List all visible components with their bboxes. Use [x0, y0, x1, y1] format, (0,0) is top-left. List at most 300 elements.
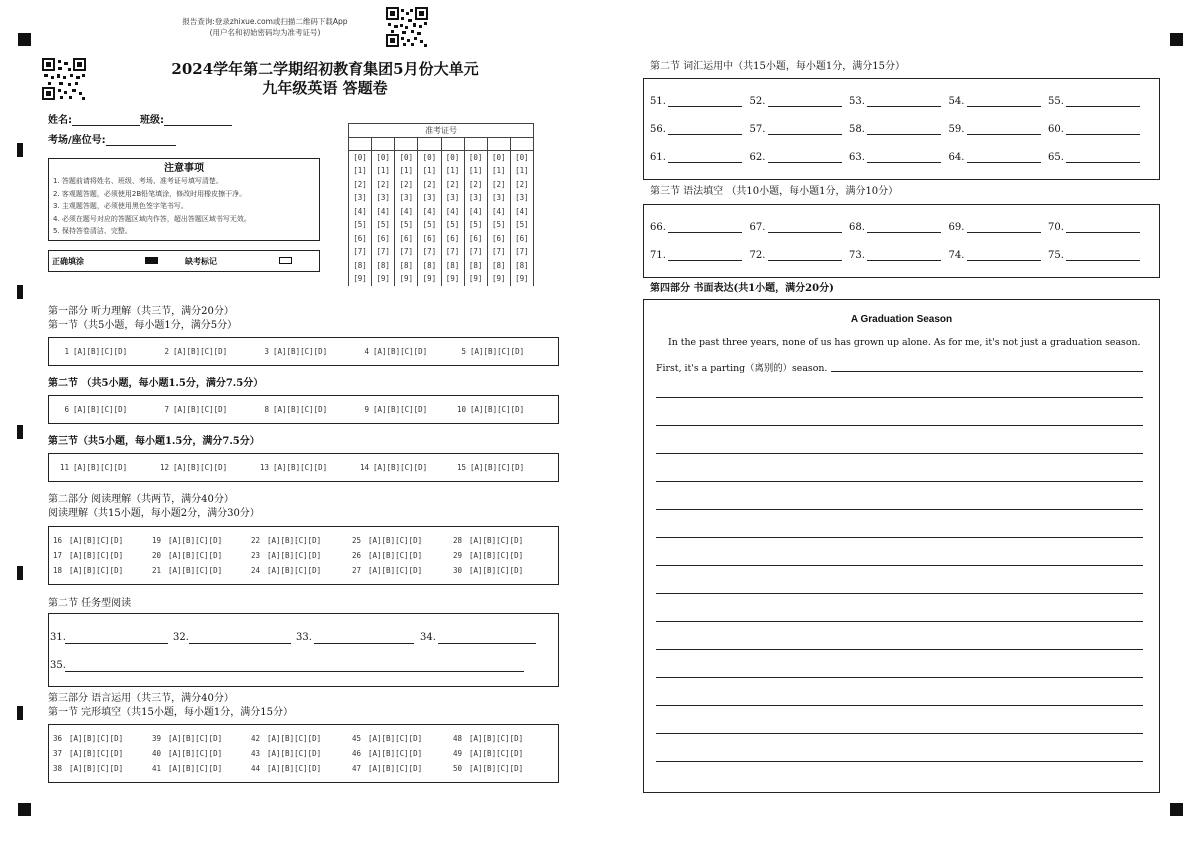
question-number: 69. — [948, 222, 965, 233]
exam-id-bubble[interactable]: [8] — [395, 259, 418, 273]
exam-id-bubble[interactable]: [8] — [441, 259, 464, 273]
class-label: 班级: — [140, 115, 164, 126]
mc-question[interactable] — [53, 749, 123, 758]
mc-question[interactable] — [157, 347, 227, 356]
question-number: 8 — [264, 405, 269, 414]
answer-options[interactable]: [A][B][C][D] — [73, 405, 128, 414]
exam-id-bubble[interactable]: [4] — [464, 205, 487, 219]
essay-writing-line[interactable] — [656, 761, 1143, 762]
q33-field[interactable] — [314, 632, 414, 644]
q32-field[interactable] — [189, 632, 291, 644]
question-number: 18 — [53, 566, 63, 575]
part1-s3-title: 第三节（共5小题，每小题1.5分，满分7.5分） — [48, 436, 260, 447]
exam-id-bubble[interactable]: [1] — [418, 164, 441, 178]
exam-id-bubble[interactable]: [2] — [372, 178, 395, 192]
essay-box — [643, 299, 1160, 793]
mc-question[interactable] — [352, 734, 422, 743]
question-number: 47 — [352, 764, 362, 773]
mc-question[interactable] — [57, 405, 127, 414]
question-number: 28 — [453, 536, 463, 545]
exam-id-bubble[interactable]: [9] — [372, 272, 395, 286]
answer-blank[interactable] — [768, 152, 842, 163]
exam-id-bubble[interactable]: [7] — [395, 245, 418, 259]
answer-options[interactable]: [A][B][C][D] — [368, 566, 423, 575]
question-number: 44 — [251, 764, 261, 773]
exam-id-bubble[interactable]: [4] — [372, 205, 395, 219]
exam-id-bubble[interactable]: [6] — [372, 232, 395, 246]
question-number: 66. — [650, 222, 666, 233]
mc-question[interactable] — [152, 764, 222, 773]
exam-id-bubble[interactable]: [5] — [487, 218, 510, 232]
answer-blank[interactable] — [668, 250, 742, 261]
question-number: 23 — [251, 551, 261, 560]
question-number: 13 — [259, 463, 269, 472]
answer-options[interactable]: [A][B][C][D] — [267, 749, 322, 758]
exam-id-bubble[interactable]: [8] — [418, 259, 441, 273]
q35-label: 35. — [50, 660, 66, 671]
exam-id-bubble[interactable]: [5] — [349, 218, 372, 232]
notice-list — [53, 175, 315, 238]
fill-label: 正确填涂 — [52, 257, 84, 266]
mc-question[interactable] — [357, 463, 427, 472]
question-number: 29 — [453, 551, 463, 560]
question-number: 22 — [251, 536, 261, 545]
mc-question[interactable] — [157, 405, 227, 414]
absent-label: 缺考标记 — [185, 257, 217, 266]
question-number: 2 — [164, 347, 169, 356]
question-number: 73. — [849, 250, 865, 261]
mc-question[interactable] — [453, 749, 523, 758]
answer-options[interactable]: [A][B][C][D] — [69, 551, 124, 560]
mc-question[interactable] — [53, 734, 123, 743]
essay-writing-line[interactable] — [656, 733, 1143, 734]
exam-id-bubble[interactable]: [3] — [349, 191, 372, 205]
answer-options[interactable]: [A][B][C][D] — [368, 749, 423, 758]
mc-question[interactable] — [157, 463, 227, 472]
answer-options[interactable]: [A][B][C][D] — [273, 463, 328, 472]
essay-writing-line[interactable] — [656, 565, 1143, 566]
answer-blank[interactable] — [867, 124, 941, 135]
exam-id-bubble[interactable]: [1] — [487, 164, 510, 178]
answer-blank[interactable] — [1066, 124, 1140, 135]
absent-checkbox[interactable] — [279, 257, 292, 264]
exam-id-bubble[interactable]: [6] — [487, 232, 510, 246]
exam-id-bubble[interactable]: [3] — [372, 191, 395, 205]
answer-options[interactable]: [A][B][C][D] — [469, 734, 524, 743]
answer-options[interactable]: [A][B][C][D] — [469, 536, 524, 545]
answer-options[interactable]: [A][B][C][D] — [168, 536, 223, 545]
seat-field[interactable] — [106, 134, 176, 146]
exam-id-bubble[interactable]: [0] — [395, 151, 418, 165]
exam-id-bubble[interactable]: [6] — [464, 232, 487, 246]
seat-row — [48, 131, 176, 146]
mc-question[interactable] — [152, 536, 222, 545]
answer-blank[interactable] — [967, 152, 1041, 163]
corner-mark-tr — [1170, 33, 1183, 46]
answer-options[interactable]: [A][B][C][D] — [168, 764, 223, 773]
exam-id-bubble[interactable]: [3] — [418, 191, 441, 205]
answer-options[interactable]: [A][B][C][D] — [273, 405, 328, 414]
timing-mark — [17, 425, 23, 439]
question-number: 20 — [152, 551, 162, 560]
answer-blank[interactable] — [1066, 152, 1140, 163]
mc-question[interactable] — [251, 536, 321, 545]
question-number: 17 — [53, 551, 63, 560]
mc-question[interactable] — [453, 764, 523, 773]
exam-id-bubble[interactable]: [3] — [395, 191, 418, 205]
question-number: 64. — [948, 152, 965, 163]
mc-question[interactable] — [454, 405, 524, 414]
answer-blank[interactable] — [768, 222, 842, 233]
exam-id-bubble[interactable]: [6] — [349, 232, 372, 246]
question-number: 49 — [453, 749, 463, 758]
mc-question[interactable] — [251, 764, 321, 773]
answer-options[interactable]: [A][B][C][D] — [69, 749, 124, 758]
essay-writing-line[interactable] — [656, 705, 1143, 706]
exam-id-bubble[interactable]: [7] — [349, 245, 372, 259]
question-number: 75. — [1048, 250, 1064, 261]
answer-blank[interactable] — [768, 250, 842, 261]
question-number: 68. — [849, 222, 865, 233]
exam-id-bubble[interactable]: [9] — [418, 272, 441, 286]
answer-options[interactable]: [A][B][C][D] — [368, 536, 423, 545]
listening-s3-box — [48, 453, 559, 482]
answer-options[interactable]: [A][B][C][D] — [267, 566, 322, 575]
answer-options[interactable]: [A][B][C][D] — [168, 551, 223, 560]
exam-id-bubble[interactable]: [7] — [372, 245, 395, 259]
q31-label: 31. — [50, 632, 66, 643]
exam-title-line2: 九年级英语 答题卷 — [262, 79, 388, 97]
mc-question[interactable] — [152, 551, 222, 560]
exam-id-bubble[interactable]: [4] — [349, 205, 372, 219]
exam-id-bubble[interactable]: [5] — [372, 218, 395, 232]
exam-id-bubble[interactable]: [0] — [487, 151, 510, 165]
mc-question[interactable] — [453, 536, 523, 545]
exam-id-bubble[interactable]: [9] — [464, 272, 487, 286]
answer-blank[interactable] — [967, 222, 1041, 233]
answer-options[interactable]: [A][B][C][D] — [69, 734, 124, 743]
exam-id-bubble[interactable]: [6] — [395, 232, 418, 246]
question-number: 19 — [152, 536, 162, 545]
answer-options[interactable]: [A][B][C][D] — [173, 405, 228, 414]
answer-options[interactable]: [A][B][C][D] — [73, 463, 128, 472]
mc-question[interactable] — [251, 566, 321, 575]
exam-id-bubble[interactable]: [5] — [510, 218, 533, 232]
exam-id-grid — [348, 123, 534, 286]
answer-options[interactable]: [A][B][C][D] — [469, 551, 524, 560]
answer-options[interactable]: [A][B][C][D] — [267, 551, 322, 560]
notice-item: 1. 答题前请将姓名、班级、考场、准考证号填写清楚。 — [53, 177, 223, 185]
q31-field[interactable] — [65, 632, 168, 644]
exam-id-bubble[interactable]: [0] — [349, 151, 372, 165]
exam-id-bubble[interactable]: [0] — [372, 151, 395, 165]
answer-options[interactable]: [A][B][C][D] — [373, 347, 428, 356]
answer-options[interactable]: [A][B][C][D] — [73, 347, 128, 356]
exam-id-entry-cell[interactable] — [441, 137, 464, 151]
mc-question[interactable] — [57, 463, 127, 472]
exam-id-bubble[interactable]: [6] — [418, 232, 441, 246]
question-number: 55. — [1048, 96, 1064, 107]
answer-options[interactable]: [A][B][C][D] — [267, 734, 322, 743]
mc-question[interactable] — [53, 566, 123, 575]
exam-id-bubble[interactable]: [3] — [487, 191, 510, 205]
exam-id-bubble[interactable]: [4] — [395, 205, 418, 219]
answer-options[interactable]: [A][B][C][D] — [267, 536, 322, 545]
exam-id-bubble[interactable]: [7] — [441, 245, 464, 259]
exam-id-bubble[interactable]: [2] — [487, 178, 510, 192]
exam-id-bubble[interactable]: [0] — [510, 151, 533, 165]
exam-id-bubble[interactable]: [1] — [464, 164, 487, 178]
answer-options[interactable]: [A][B][C][D] — [173, 463, 228, 472]
mc-question[interactable] — [257, 405, 327, 414]
mc-question[interactable] — [257, 463, 327, 472]
answer-blank[interactable] — [668, 152, 742, 163]
answer-blank[interactable] — [867, 96, 941, 107]
exam-id-bubble[interactable]: [5] — [464, 218, 487, 232]
answer-options[interactable]: [A][B][C][D] — [469, 566, 524, 575]
exam-id-bubble[interactable]: [9] — [395, 272, 418, 286]
exam-id-bubble[interactable]: [4] — [441, 205, 464, 219]
exam-id-bubble[interactable]: [8] — [349, 259, 372, 273]
exam-id-entry-cell[interactable] — [395, 137, 418, 151]
exam-id-bubble[interactable]: [8] — [487, 259, 510, 273]
mc-question[interactable] — [453, 551, 523, 560]
q34-field[interactable] — [438, 632, 536, 644]
essay-writing-line[interactable] — [656, 425, 1143, 426]
exam-id-bubble[interactable]: [0] — [441, 151, 464, 165]
question-number: 56. — [650, 124, 666, 135]
mc-question[interactable] — [352, 551, 422, 560]
mc-question[interactable] — [454, 347, 524, 356]
exam-id-entry-cell[interactable] — [464, 137, 487, 151]
answer-blank[interactable] — [967, 96, 1041, 107]
exam-id-bubble[interactable]: [2] — [510, 178, 533, 192]
notice-item: 2. 客观题答题，必须使用2B铅笔填涂，修改时用橡皮擦干净。 — [53, 189, 247, 198]
answer-blank[interactable] — [1066, 222, 1140, 233]
answer-blank[interactable] — [668, 124, 742, 135]
essay-writing-line[interactable] — [656, 593, 1143, 594]
mc-question[interactable] — [352, 749, 422, 758]
mc-question[interactable] — [357, 347, 427, 356]
question-number: 3 — [264, 347, 269, 356]
exam-id-entry-cell[interactable] — [510, 137, 533, 151]
answer-blank[interactable] — [967, 250, 1041, 261]
exam-id-bubble[interactable]: [9] — [487, 272, 510, 286]
mc-question[interactable] — [251, 551, 321, 560]
exam-id-bubble[interactable]: [2] — [418, 178, 441, 192]
mc-question[interactable] — [357, 405, 427, 414]
question-number: 62. — [749, 152, 766, 163]
mc-question[interactable] — [352, 764, 422, 773]
question-number: 27 — [352, 566, 362, 575]
mc-question[interactable] — [152, 749, 222, 758]
answer-options[interactable]: [A][B][C][D] — [368, 764, 423, 773]
exam-id-bubble[interactable]: [1] — [510, 164, 533, 178]
exam-id-bubble[interactable]: [1] — [395, 164, 418, 178]
exam-id-bubble[interactable]: [5] — [441, 218, 464, 232]
essay-writing-line[interactable] — [656, 621, 1143, 622]
class-field[interactable] — [164, 114, 232, 126]
answer-options[interactable]: [A][B][C][D] — [168, 749, 223, 758]
exam-id-bubble[interactable]: [8] — [510, 259, 533, 273]
answer-options[interactable]: [A][B][C][D] — [69, 536, 124, 545]
answer-blank[interactable] — [768, 124, 842, 135]
essay-writing-line[interactable] — [656, 397, 1143, 398]
exam-id-bubble[interactable]: [4] — [418, 205, 441, 219]
answer-options[interactable]: [A][B][C][D] — [69, 764, 124, 773]
answer-blank[interactable] — [967, 124, 1041, 135]
question-number: 4 — [364, 347, 369, 356]
mc-question[interactable] — [453, 566, 523, 575]
mc-question[interactable] — [53, 551, 123, 560]
question-number: 57. — [749, 124, 766, 135]
essay-line2-blank[interactable] — [831, 360, 1143, 372]
question-number: 53. — [849, 96, 865, 107]
exam-id-entry-cell[interactable] — [349, 137, 372, 151]
part2-title: 第二部分 阅读理解（共两节，满分40分） — [48, 494, 234, 505]
exam-id-bubble[interactable]: [8] — [372, 259, 395, 273]
question-number: 42 — [251, 734, 261, 743]
mc-question[interactable] — [53, 764, 123, 773]
answer-options[interactable]: [A][B][C][D] — [470, 463, 525, 472]
exam-id-entry-cell[interactable] — [487, 137, 510, 151]
exam-id-bubble[interactable]: [5] — [395, 218, 418, 232]
question-number: 52. — [749, 96, 766, 107]
mc-question[interactable] — [57, 347, 127, 356]
question-number: 61. — [650, 152, 666, 163]
exam-id-bubble[interactable]: [3] — [464, 191, 487, 205]
reading-grid-box — [48, 526, 559, 585]
exam-title-line1: 2024学年第二学期绍初教育集团5月份大单元 — [171, 60, 479, 78]
essay-line2: First, it's a parting（离别的）season. — [656, 363, 828, 374]
essay-writing-line[interactable] — [656, 537, 1143, 538]
answer-options[interactable]: [A][B][C][D] — [168, 734, 223, 743]
mc-question[interactable] — [352, 536, 422, 545]
exam-id-bubble[interactable]: [7] — [464, 245, 487, 259]
exam-id-bubble[interactable]: [3] — [441, 191, 464, 205]
notice-item: 4. 必须在题号对应的答题区域内作答，超出答题区域书写无效。 — [53, 214, 251, 223]
exam-id-bubble[interactable]: [1] — [441, 164, 464, 178]
part1-title: 第一部分 听力理解（共三节，满分20分） — [48, 306, 234, 317]
exam-id-bubble[interactable]: [2] — [441, 178, 464, 192]
exam-id-bubble[interactable]: [4] — [487, 205, 510, 219]
exam-id-bubble[interactable]: [3] — [510, 191, 533, 205]
answer-options[interactable]: [A][B][C][D] — [470, 347, 525, 356]
mc-question[interactable] — [152, 566, 222, 575]
exam-id-bubble[interactable]: [6] — [441, 232, 464, 246]
essay-writing-line[interactable] — [656, 509, 1143, 510]
exam-id-bubble[interactable]: [4] — [510, 205, 533, 219]
exam-id-bubble[interactable]: [1] — [372, 164, 395, 178]
name-class-row — [48, 111, 232, 126]
mc-question[interactable] — [251, 749, 321, 758]
notice-box — [48, 158, 320, 241]
answer-options[interactable]: [A][B][C][D] — [168, 566, 223, 575]
notice-heading: 注意事项 — [164, 163, 204, 174]
question-number: 38 — [53, 764, 63, 773]
exam-id-entry-cell[interactable] — [372, 137, 395, 151]
exam-id-header: 准考证号 — [349, 124, 534, 138]
answer-options[interactable]: [A][B][C][D] — [69, 566, 124, 575]
question-number: 58. — [849, 124, 865, 135]
answer-options[interactable]: [A][B][C][D] — [469, 764, 524, 773]
answer-blank[interactable] — [867, 250, 941, 261]
answer-options[interactable]: [A][B][C][D] — [267, 764, 322, 773]
exam-id-bubble[interactable]: [6] — [510, 232, 533, 246]
answer-blank[interactable] — [1066, 96, 1140, 107]
question-number: 36 — [53, 734, 63, 743]
mc-question[interactable] — [257, 347, 327, 356]
mc-question[interactable] — [152, 734, 222, 743]
question-number: 54. — [948, 96, 965, 107]
answer-blank[interactable] — [867, 152, 941, 163]
answer-blank[interactable] — [867, 222, 941, 233]
exam-id-bubble[interactable]: [2] — [395, 178, 418, 192]
mc-question[interactable] — [453, 734, 523, 743]
mc-question[interactable] — [251, 734, 321, 743]
question-number: 1 — [64, 347, 69, 356]
exam-id-bubble[interactable]: [0] — [464, 151, 487, 165]
listening-s1-box — [48, 337, 559, 366]
corner-mark-bl — [18, 803, 31, 816]
answer-options[interactable]: [A][B][C][D] — [368, 551, 423, 560]
answer-options[interactable]: [A][B][C][D] — [373, 463, 428, 472]
exam-id-bubble[interactable]: [0] — [418, 151, 441, 165]
exam-id-bubble[interactable]: [5] — [418, 218, 441, 232]
part3-s2-title: 第二节 词汇运用中（共15小题，每小题1分，满分15分） — [650, 61, 905, 72]
mc-question[interactable] — [53, 536, 123, 545]
barcode-qr-icon — [42, 58, 86, 100]
exam-id-bubble[interactable]: [8] — [464, 259, 487, 273]
q32-label: 32. — [173, 632, 189, 643]
essay-writing-line[interactable] — [656, 649, 1143, 650]
answer-blank[interactable] — [668, 96, 742, 107]
exam-id-bubble[interactable]: [1] — [349, 164, 372, 178]
question-number: 24 — [251, 566, 261, 575]
answer-blank[interactable] — [668, 222, 742, 233]
exam-id-bubble[interactable]: [2] — [464, 178, 487, 192]
exam-id-bubble[interactable]: [2] — [349, 178, 372, 192]
essay-writing-line[interactable] — [656, 677, 1143, 678]
q35-field[interactable] — [65, 660, 524, 672]
exam-id-bubble[interactable]: [7] — [418, 245, 441, 259]
answer-options[interactable]: [A][B][C][D] — [368, 734, 423, 743]
answer-blank[interactable] — [1066, 250, 1140, 261]
answer-options[interactable]: [A][B][C][D] — [173, 347, 228, 356]
name-field[interactable] — [72, 114, 140, 126]
question-number: 70. — [1048, 222, 1064, 233]
notice-item: 5. 保持答卷清洁、完整。 — [53, 227, 132, 235]
exam-id-entry-cell[interactable] — [418, 137, 441, 151]
answer-blank[interactable] — [768, 96, 842, 107]
question-number: 15 — [456, 463, 466, 472]
exam-id-bubble[interactable]: [7] — [510, 245, 533, 259]
exam-id-bubble[interactable]: [9] — [510, 272, 533, 286]
essay-writing-line[interactable] — [656, 481, 1143, 482]
exam-id-bubble[interactable]: [9] — [349, 272, 372, 286]
exam-id-bubble[interactable]: [9] — [441, 272, 464, 286]
part3-s1-title: 第一节 完形填空（共15小题，每小题1分，满分15分） — [48, 707, 293, 718]
answer-options[interactable]: [A][B][C][D] — [470, 405, 525, 414]
essay-writing-line[interactable] — [656, 453, 1143, 454]
exam-id-bubble[interactable]: [7] — [487, 245, 510, 259]
mc-question[interactable] — [352, 566, 422, 575]
part3-s3-title: 第三节 语法填空 （共10小题，每小题1分，满分10分） — [650, 186, 899, 197]
answer-options[interactable]: [A][B][C][D] — [373, 405, 428, 414]
mc-question[interactable] — [454, 463, 524, 472]
answer-options[interactable]: [A][B][C][D] — [273, 347, 328, 356]
answer-options[interactable]: [A][B][C][D] — [469, 749, 524, 758]
